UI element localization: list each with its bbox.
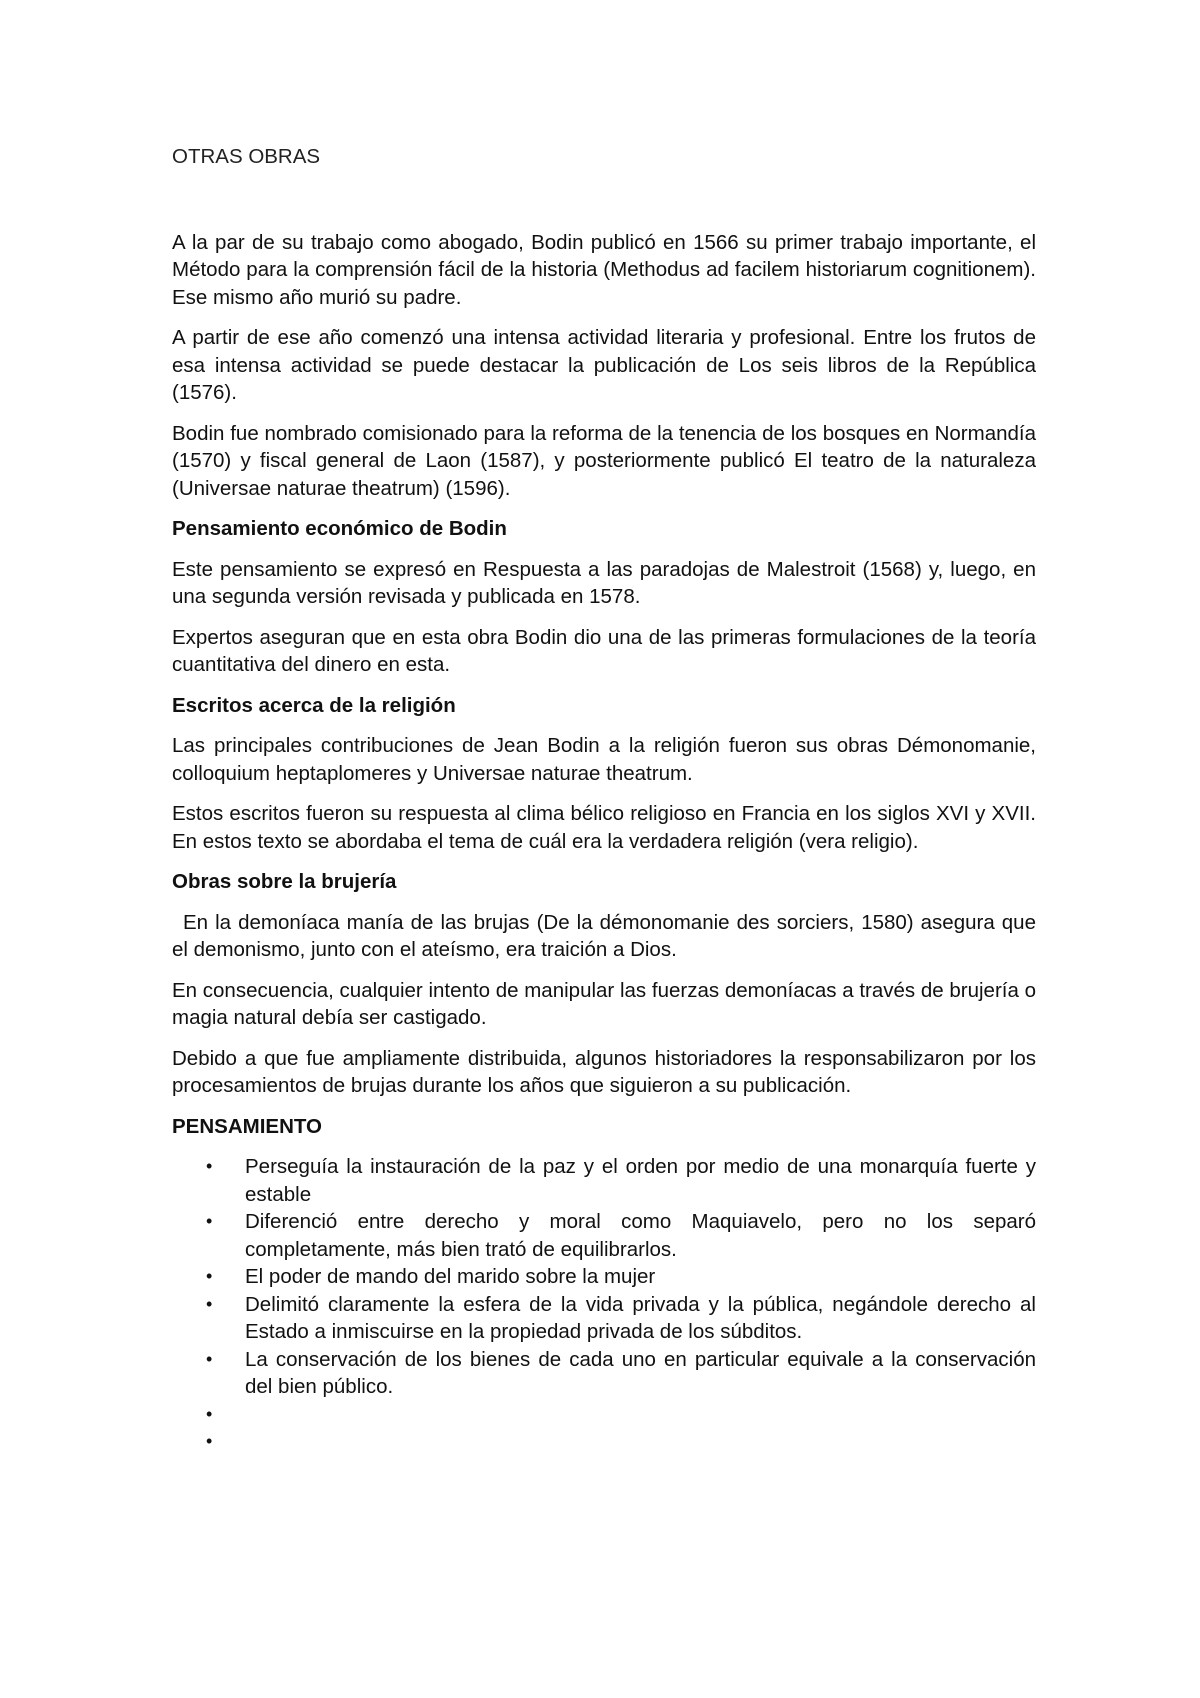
section-heading-pensamiento: PENSAMIENTO [172,1114,322,1138]
section-heading-brujeria: Obras sobre la brujería [172,870,397,893]
section-paragraph: En la demoníaca manía de las brujas (De la démonomanie des sorciers, 1580) asegura que el demonismo, junto con el ateísmo, era traición a Dios. [172,910,1036,961]
bullet-icon: • [206,1293,213,1314]
list-item [172,1263,1036,1291]
section-paragraph: Debido a que fue ampliamente distribuida, algunos historiadores la responsabilizaron por los procesamientos de brujas durante los años que siguieron a su publicación. [172,1046,1036,1097]
bullet-icon: • [206,1403,213,1424]
section-paragraph: Este pensamiento se expresó en Respuesta a las paradojas de Malestroit (1568) y, luego, en una segunda versión revisada y publicada en 1578. [172,557,1036,608]
intro-paragraph: A partir de ese año comenzó una intensa actividad literaria y profesional. Entre los frutos de esa intensa actividad se puede destacar la publicación de Los seis libros de la República (1576). [172,326,1036,404]
document-content [172,143,1036,1456]
list-item [172,1153,1036,1208]
list-item-empty [172,1428,1036,1456]
list-item [172,1346,1036,1401]
bullet-icon: • [206,1266,213,1286]
document-title: OTRAS OBRAS [172,145,321,168]
section-paragraph: En consecuencia, cualquier intento de manipular las fuerzas demoníacas a través de brujería o magia natural debía ser castigado. [172,978,1036,1029]
section-paragraph: Expertos aseguran que en esta obra Bodin dio una de las primeras formulaciones de la teoría cuantitativa del dinero en esta. [172,625,1036,676]
section-paragraph: Las principales contribuciones de Jean Bodin a la religión fueron sus obras Démonomanie, colloquium heptaplomeres y Universae naturae theatrum. [172,734,1036,785]
list-item-empty [172,1401,1036,1429]
section-paragraph: Estos escritos fueron su respuesta al clima bélico religioso en Francia en los siglos XVI y XVII. En estos texto se abordaba el tema de cuál era la verdadera religión (vera religio). [172,802,1036,853]
bullet-icon: • [206,1156,213,1176]
list-item-text: Delimitó claramente la esfera de la vida privada y la pública, negándole derecho al Estado a inmiscuirse en la propiedad privada de los súbditos. [245,1292,1036,1343]
list-item [172,1208,1036,1263]
pensamiento-list [172,1153,1036,1456]
section-heading-religion: Escritos acerca de la religión [172,693,456,717]
list-item-text: La conservación de los bienes de cada uno en particular equivale a la conservación del bien público. [245,1347,1036,1398]
intro-paragraph: A la par de su trabajo como abogado, Bodin publicó en 1566 su primer trabajo importante, el Método para la comprensión fácil de la historia (Methodus ad facilem historiarum cognitionem). Ese mismo año murió su padre. [172,230,1036,309]
bullet-icon: • [206,1348,213,1369]
list-item [172,1291,1036,1346]
bullet-icon: • [206,1431,213,1451]
intro-paragraph: Bodin fue nombrado comisionado para la reforma de la tenencia de los bosques en Normandía (1570) y fiscal general de Laon (1587), y posteriormente publicó El teatro de la naturaleza (Universae naturae theatrum) (1596). [172,421,1036,500]
bullet-icon: • [206,1211,213,1231]
section-heading-economico: Pensamiento económico de Bodin [172,517,507,540]
list-item-text: Perseguía la instauración de la paz y el orden por medio de una monarquía fuerte y estable [245,1155,1036,1206]
list-item-text: El poder de mando del marido sobre la mujer [245,1265,656,1288]
list-item-text: Diferenció entre derecho y moral como Maquiavelo, pero no los separó completamente, más bien trató de equilibrarlos. [245,1210,1036,1261]
